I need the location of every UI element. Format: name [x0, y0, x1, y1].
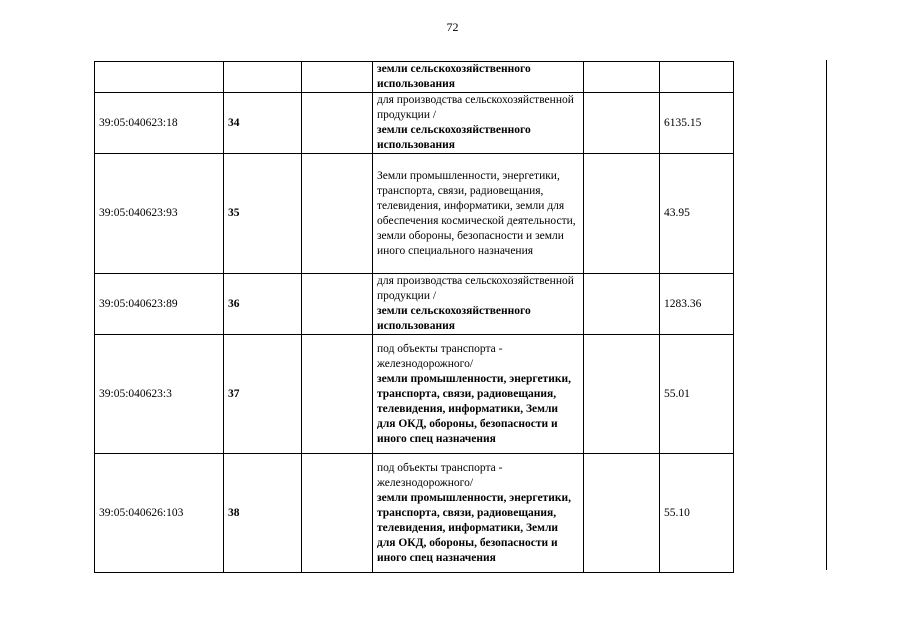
- row-number-cell: 37: [224, 335, 302, 454]
- area-cell: [660, 62, 734, 93]
- permitted-use-text: для производства сельскохозяйственной продукции /: [377, 94, 574, 121]
- empty-cell: [584, 454, 660, 573]
- area-cell: 6135.15: [660, 93, 734, 154]
- empty-cell: [302, 62, 373, 93]
- land-category-text: земли промышленности, энергетики, транспорта, связи, радиовещания, телевидения, информатики, Земли для ОКД, обороны, безопасности и иного спец назначения: [377, 491, 571, 564]
- permitted-use-text: под объекты транспорта - железнодорожного/: [377, 461, 503, 489]
- table-row: [95, 154, 734, 274]
- land-plots-table: [94, 61, 734, 573]
- row-number-cell: 34: [224, 93, 302, 154]
- land-category-text: земли промышленности, энергетики, транспорта, связи, радиовещания, телевидения, информатики, Земли для ОКД, обороны, безопасности и иного спец назначения: [377, 372, 571, 445]
- permitted-use-text: Земли промышленности, энергетики, транспорта, связи, радиовещания, телевидения, информатики, земли для обеспечения космической деятельности, земли обороны, безопасности и земли иного специального назначения: [377, 169, 576, 257]
- land-category-text: земли сельскохозяйственного использования: [377, 63, 531, 90]
- cadastral-number-cell: 39:05:040623:93: [95, 154, 224, 274]
- row-number-cell: [224, 62, 302, 93]
- area-cell: 43.95: [660, 154, 734, 274]
- table-row: [95, 274, 734, 335]
- land-category-text: земли сельскохозяйственного использования: [377, 305, 531, 332]
- cadastral-number-cell: 39:05:040626:103: [95, 454, 224, 573]
- empty-cell: [302, 154, 373, 274]
- empty-cell: [302, 335, 373, 454]
- row-number-cell: 35: [224, 154, 302, 274]
- empty-cell: [584, 335, 660, 454]
- area-cell: 55.10: [660, 454, 734, 573]
- land-category-text: земли сельскохозяйственного использования: [377, 124, 531, 151]
- land-use-description-cell: [373, 154, 584, 274]
- land-use-description-cell: [373, 274, 584, 335]
- empty-cell: [584, 274, 660, 335]
- empty-cell: [584, 154, 660, 274]
- empty-cell: [302, 274, 373, 335]
- land-use-description-cell: [373, 335, 584, 454]
- empty-cell: [302, 454, 373, 573]
- cadastral-number-cell: 39:05:040623:18: [95, 93, 224, 154]
- row-number-cell: 36: [224, 274, 302, 335]
- right-margin-rule: [826, 60, 827, 570]
- permitted-use-text: для производства сельскохозяйственной продукции /: [377, 275, 574, 302]
- empty-cell: [584, 62, 660, 93]
- cadastral-number-cell: [95, 62, 224, 93]
- page-number: 72: [446, 20, 459, 34]
- empty-cell: [302, 93, 373, 154]
- permitted-use-text: под объекты транспорта - железнодорожного/: [377, 342, 503, 370]
- table-row: [95, 454, 734, 573]
- area-cell: 1283.36: [660, 274, 734, 335]
- land-use-description-cell: [373, 62, 584, 93]
- area-cell: 55.01: [660, 335, 734, 454]
- land-use-description-cell: [373, 93, 584, 154]
- table-row: [95, 335, 734, 454]
- table-row: [95, 62, 734, 93]
- cadastral-number-cell: 39:05:040623:3: [95, 335, 224, 454]
- empty-cell: [584, 93, 660, 154]
- land-use-description-cell: [373, 454, 584, 573]
- row-number-cell: 38: [224, 454, 302, 573]
- cadastral-number-cell: 39:05:040623:89: [95, 274, 224, 335]
- table-row: [95, 93, 734, 154]
